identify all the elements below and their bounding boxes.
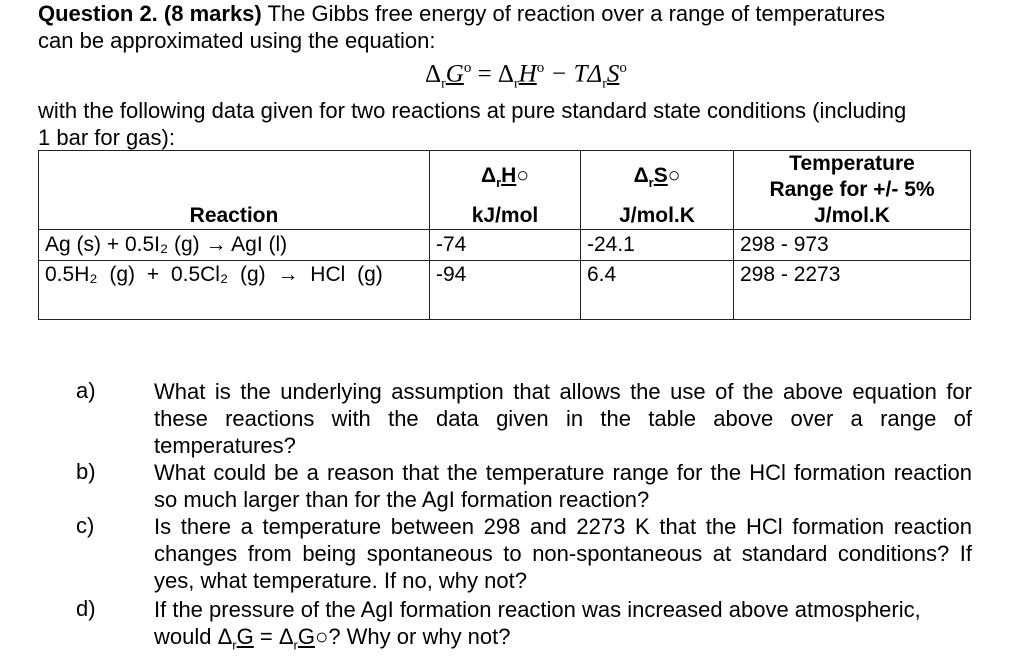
- dh-header: $\Delta_rH○$: [430, 151, 581, 204]
- thermo-data-table: [38, 150, 971, 320]
- reaction-header-top: [39, 151, 430, 204]
- dh-unit: kJ/mol: [430, 203, 581, 230]
- reaction-header: Reaction: [39, 203, 430, 230]
- table-intro-2: 1 bar for gas):: [38, 125, 175, 150]
- ds-cell: 6.4: [581, 261, 734, 320]
- table-row: [39, 230, 971, 261]
- ds-cell: -24.1: [581, 230, 734, 261]
- table-intro-1: with the following data given for two reactions at pure standard state conditions (including: [38, 98, 907, 123]
- question-a-label: a): [76, 378, 96, 403]
- gibbs-equation: $\Delta_rG^o = \Delta_rH^o - T\Delta_rS^o$: [425, 60, 627, 92]
- range-cell: 298 - 2273: [734, 261, 971, 320]
- question-d-label: d): [76, 596, 96, 621]
- table-row: [39, 261, 971, 320]
- question-b-text: What could be a reason that the temperature range for the HCl formation reaction so much larger than for the AgI formation reaction?: [154, 460, 972, 512]
- question-b-label: b): [76, 459, 96, 484]
- question-c-text: Is there a temperature between 298 and 2273 K that the HCl formation reaction changes from being spontaneous to non-spontaneous at standard conditions? If yes, what temperature. If no, why not?: [154, 514, 972, 593]
- question-d-text: If the pressure of the AgI formation reaction was increased above atmospheric, would $\Delta_rG$ = $\Delta_rG○$? Why or why not?: [154, 597, 921, 653]
- range-cell: 298 - 973: [734, 230, 971, 261]
- question-heading: [38, 0, 885, 27]
- ds-header: $\Delta_rS○$: [581, 151, 734, 204]
- reaction-cell: Ag (s) + 0.5I₂ (g) → AgI (l): [39, 230, 430, 261]
- intro-text-2: can be approximated using the equation:: [38, 28, 436, 53]
- dh-cell: -94: [430, 261, 581, 320]
- dh-cell: -74: [430, 230, 581, 261]
- ds-unit: J/mol.K: [581, 203, 734, 230]
- temperature-header: Temperature Range for +/- 5%: [734, 151, 971, 204]
- question-a-text: What is the underlying assumption that allows the use of the above equation for these reactions with the data given in the table above over a range of temperatures?: [154, 379, 972, 458]
- intro-text-1: The Gibbs free energy of reaction over a range of temperatures: [261, 1, 886, 26]
- question-title: Question 2. (8 marks): [38, 1, 262, 26]
- temperature-unit: J/mol.K: [734, 203, 971, 230]
- question-c-label: c): [76, 513, 95, 538]
- reaction-cell: 0.5H₂ (g) + 0.5Cl₂ (g) → HCl (g): [39, 261, 430, 320]
